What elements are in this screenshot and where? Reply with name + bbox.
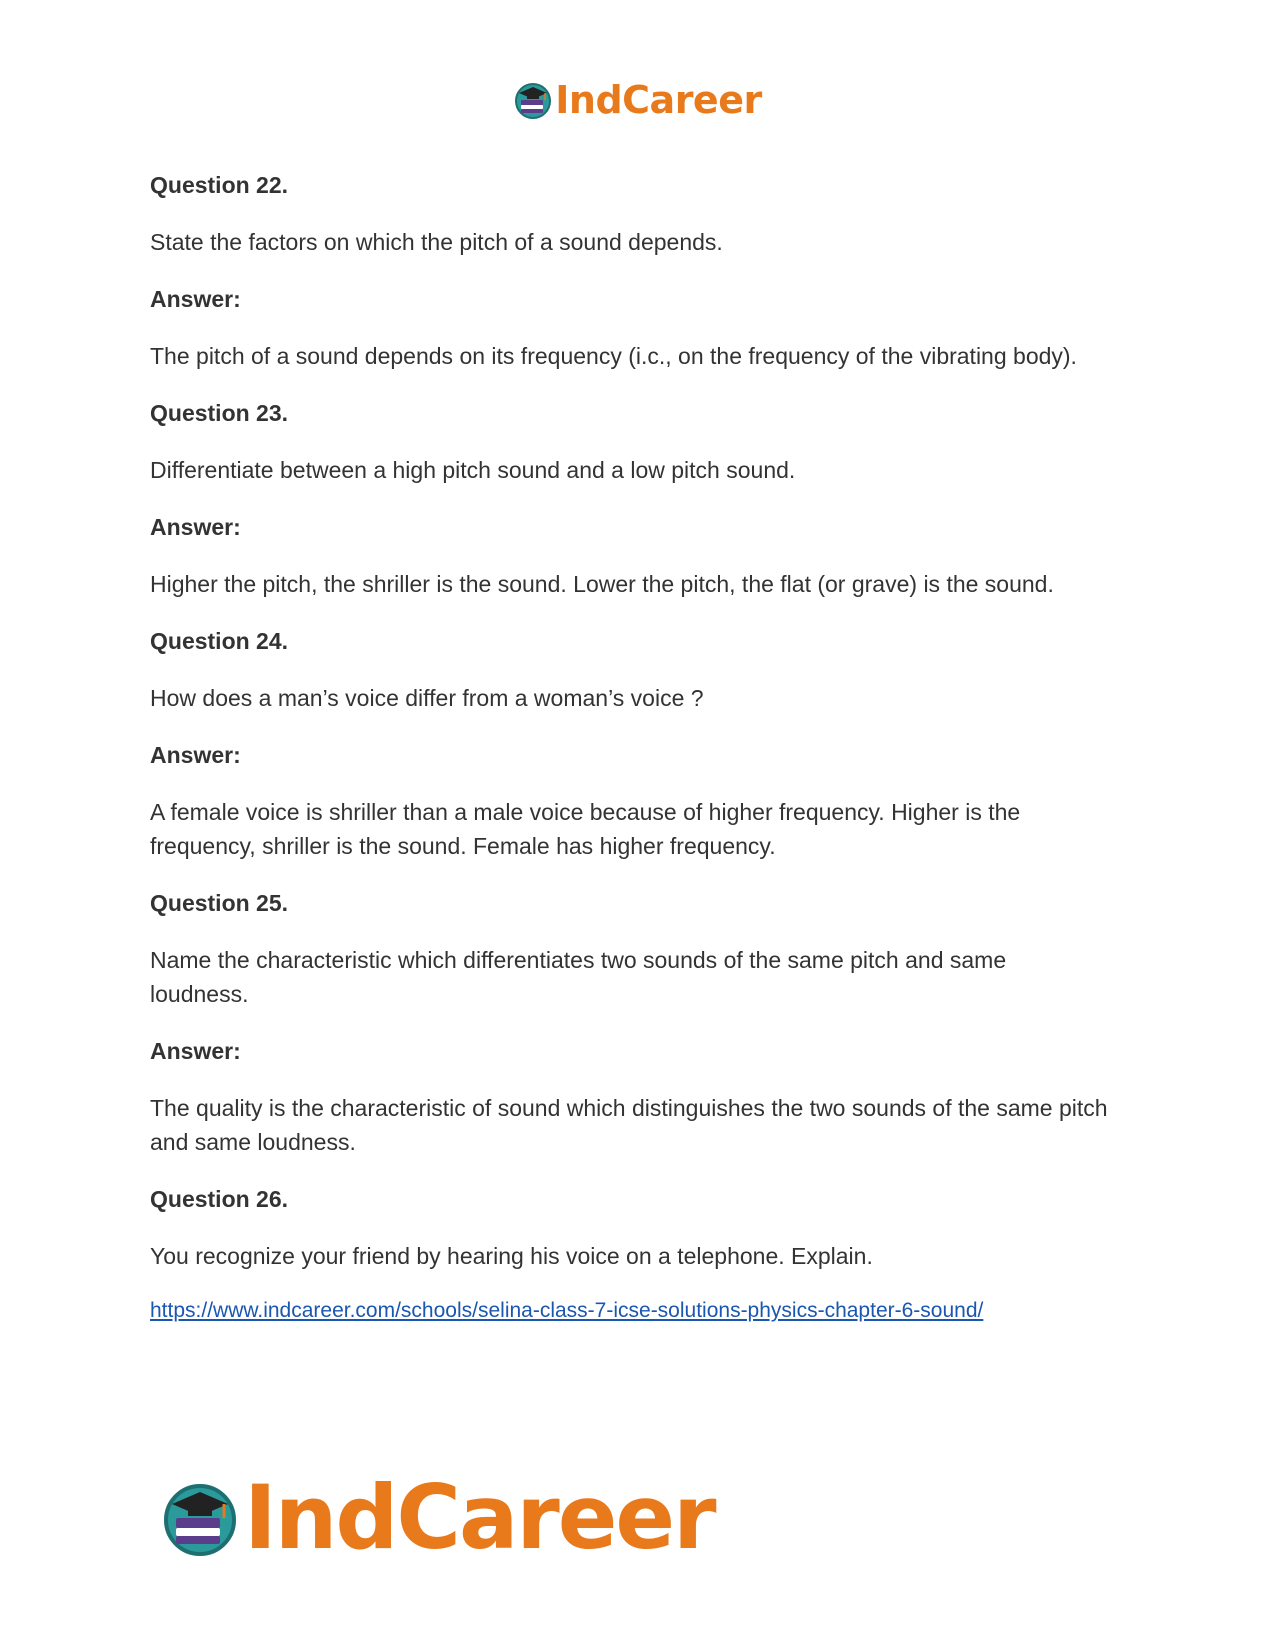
header-logo bbox=[0, 78, 1275, 122]
footer-logo bbox=[160, 1466, 715, 1569]
indcareer-logo bbox=[513, 78, 761, 122]
question-heading: Question 25. bbox=[150, 890, 289, 916]
qa-block-26 bbox=[150, 1182, 1110, 1273]
question-heading: Question 24. bbox=[150, 628, 289, 654]
question-text: Differentiate between a high pitch sound and a low pitch sound. bbox=[150, 457, 796, 483]
logo-text: IndCareer bbox=[555, 78, 762, 122]
question-heading: Question 22. bbox=[150, 172, 289, 198]
document-body bbox=[150, 168, 1110, 1326]
qa-block-23 bbox=[150, 396, 1110, 601]
globe-book-icon bbox=[513, 80, 553, 120]
answer-text: The quality is the characteristic of sound which distinguishes the two sounds of the same pitch and same loudness. bbox=[150, 1095, 1108, 1155]
globe-book-icon bbox=[160, 1478, 240, 1558]
answer-heading: Answer: bbox=[150, 286, 241, 312]
qa-block-22 bbox=[150, 168, 1110, 373]
answer-text: A female voice is shriller than a male voice because of higher frequency. Higher is the frequency, shriller is the sound. Female has higher frequency. bbox=[150, 799, 1021, 859]
answer-heading: Answer: bbox=[150, 742, 241, 768]
question-text: You recognize your friend by hearing his voice on a telephone. Explain. bbox=[150, 1243, 873, 1269]
answer-heading: Answer: bbox=[150, 1038, 241, 1064]
answer-text: The pitch of a sound depends on its frequency (i.c., on the frequency of the vibrating body). bbox=[150, 343, 1077, 369]
logo-text: IndCareer bbox=[244, 1466, 715, 1569]
answer-heading: Answer: bbox=[150, 514, 241, 540]
question-text: State the factors on which the pitch of a sound depends. bbox=[150, 229, 723, 255]
question-text: How does a man’s voice differ from a woman’s voice ? bbox=[150, 685, 704, 711]
answer-text: Higher the pitch, the shriller is the sound. Lower the pitch, the flat (or grave) is the sound. bbox=[150, 571, 1054, 597]
question-text: Name the characteristic which differentiates two sounds of the same pitch and same loudness. bbox=[150, 947, 1007, 1007]
qa-block-24 bbox=[150, 624, 1110, 863]
qa-block-25 bbox=[150, 886, 1110, 1159]
source-link[interactable]: https://www.indcareer.com/schools/selina-class-7-icse-solutions-physics-chapter-6-sound/ bbox=[150, 1299, 984, 1322]
question-heading: Question 26. bbox=[150, 1186, 289, 1212]
question-heading: Question 23. bbox=[150, 400, 289, 426]
